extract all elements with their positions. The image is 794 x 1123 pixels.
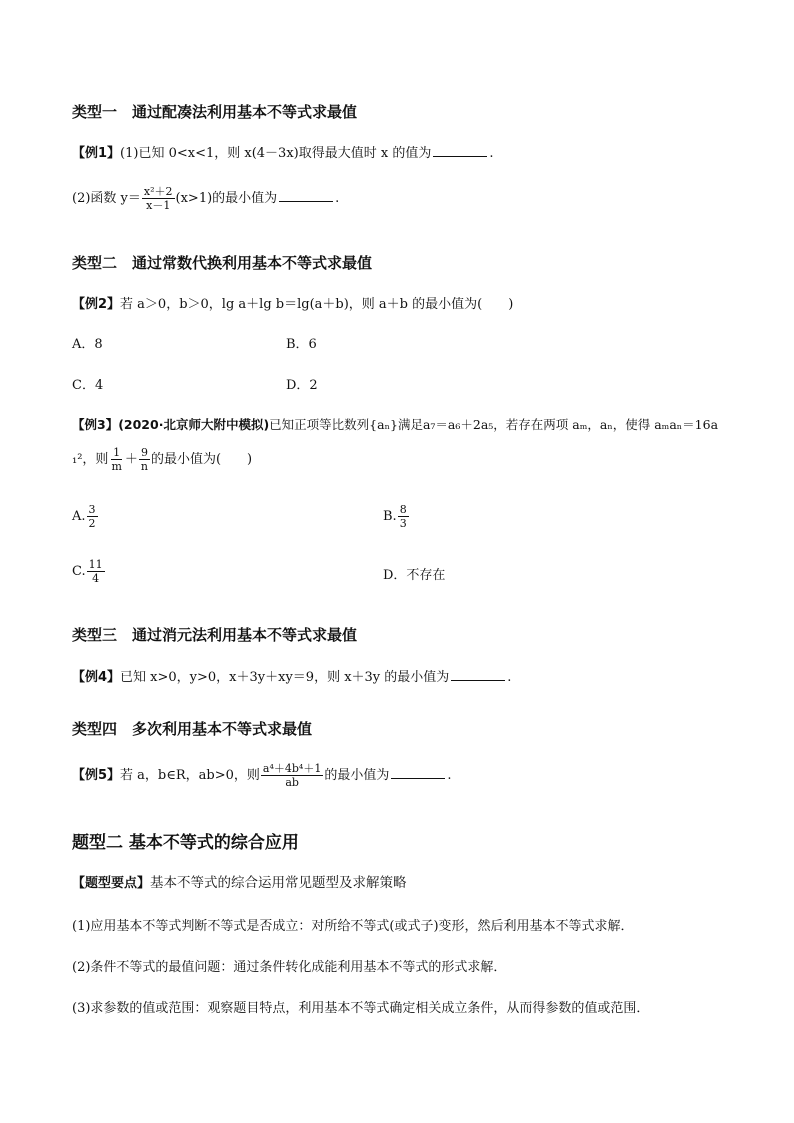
answer-blank — [279, 189, 333, 202]
key-points-text: 基本不等式的综合运用常见题型及求解策略 — [150, 875, 407, 891]
option-letter: A. — [72, 509, 86, 524]
option-letter: B. — [383, 509, 397, 524]
example-3-option-b — [383, 503, 410, 530]
fraction-denominator: 4 — [92, 572, 100, 585]
example-1-label: 【例1】 — [72, 146, 121, 161]
example-3-line1 — [72, 416, 718, 434]
type2-heading: 类型二 通过常数代换利用基本不等式求最值 — [72, 254, 373, 272]
fraction — [87, 503, 98, 530]
period: . — [447, 768, 452, 783]
example-5-text: 若 a，b∈R，ab>0，则 — [120, 768, 260, 783]
example-2-option-b: B．6 — [286, 337, 317, 352]
period: . — [507, 670, 512, 685]
example-4-text: 已知 x>0，y>0，x＋3y＋xy＝9，则 x＋3y 的最小值为 — [120, 670, 450, 685]
example-3-line2 — [72, 446, 252, 473]
example-3-text: 已知正项等比数列{aₙ}满足a₇＝a₆＋2a₅，若存在两项 aₘ，aₙ，使得 aₘaₙ＝16a — [269, 417, 719, 432]
example-2 — [72, 296, 513, 314]
example-2-option-c: C．4 — [72, 378, 104, 393]
fraction-denominator: x－1 — [146, 199, 171, 212]
period: . — [335, 191, 340, 206]
fraction — [109, 446, 123, 473]
section-2-heading: 题型二 基本不等式的综合应用 — [72, 833, 299, 853]
fraction-numerator: 1 — [113, 446, 121, 459]
example-4-label: 【例4】 — [72, 670, 121, 685]
fraction — [87, 558, 105, 585]
example-3-option-c — [72, 558, 106, 585]
example-3-option-d: D．不存在 — [383, 568, 446, 583]
strategy-item-2: (2)条件不等式的最值问题：通过条件转化成能利用基本不等式的形式求解． — [72, 960, 507, 975]
example-5 — [72, 762, 451, 789]
answer-blank — [433, 144, 487, 157]
fraction-denominator: 3 — [399, 517, 407, 530]
type3-heading: 类型三 通过消元法利用基本不等式求最值 — [72, 626, 358, 644]
example-5-tail: 的最小值为 — [324, 768, 390, 783]
example-2-option-d: D．2 — [286, 378, 318, 393]
fraction-numerator: 11 — [88, 558, 103, 571]
fraction-numerator: x²＋2 — [143, 185, 173, 198]
key-points — [72, 874, 407, 893]
example-2-label: 【例2】 — [72, 297, 121, 312]
type4-heading: 类型四 多次利用基本不等式求最值 — [72, 720, 313, 738]
example-3-option-a — [72, 503, 99, 530]
fraction — [398, 503, 409, 530]
strategy-item-1: (1)应用基本不等式判断不等式是否成立：对所给不等式(或式子)变形，然后利用基本不等式求解． — [72, 919, 634, 934]
key-points-label: 【题型要点】 — [72, 876, 151, 891]
example-3-line2-tail: 的最小值为( ) — [150, 452, 253, 467]
answer-blank — [391, 766, 445, 779]
fraction-numerator: 8 — [399, 503, 407, 516]
period: . — [489, 146, 494, 161]
fraction-numerator: 3 — [88, 503, 96, 516]
option-letter: C. — [72, 564, 86, 579]
type1-heading: 类型一 通过配凑法利用基本不等式求最值 — [72, 103, 358, 121]
strategy-item-3: (3)求参数的值或范围：观察题目特点，利用基本不等式确定相关成立条件，从而得参数的值或范围． — [72, 1001, 650, 1016]
fraction — [142, 185, 175, 212]
example-3-label: 【例3】(2020·北京师大附中模拟) — [72, 417, 270, 432]
fraction — [261, 762, 323, 789]
fraction-denominator: m — [111, 460, 122, 473]
answer-blank — [451, 668, 505, 681]
fraction-numerator: 9 — [140, 446, 148, 459]
example-1-part2-text: (2)函数 y＝ — [72, 191, 141, 206]
fraction-denominator: 2 — [88, 517, 96, 530]
fraction-numerator: a⁴＋4b⁴＋1 — [262, 762, 322, 775]
example-5-label: 【例5】 — [72, 768, 121, 783]
example-1-part2-tail: (x>1)的最小值为 — [175, 191, 278, 206]
example-3-line2-head: ₁²，则 — [72, 452, 109, 467]
example-1-part2 — [72, 185, 339, 212]
example-2-text: 若 a＞0，b＞0，lg a＋lg b＝lg(a＋b)，则 a＋b 的最小值为( ) — [120, 297, 514, 312]
example-4 — [72, 668, 511, 687]
example-1-part1 — [72, 144, 493, 163]
fraction-denominator: ab — [285, 776, 299, 789]
fraction-denominator: n — [140, 460, 148, 473]
plus-sign: ＋ — [124, 452, 138, 467]
example-1-part1-text: (1)已知 0<x<1，则 x(4－3x)取得最大值时 x 的值为 — [120, 146, 432, 161]
example-2-option-a: A．8 — [72, 337, 103, 352]
fraction — [139, 446, 150, 473]
